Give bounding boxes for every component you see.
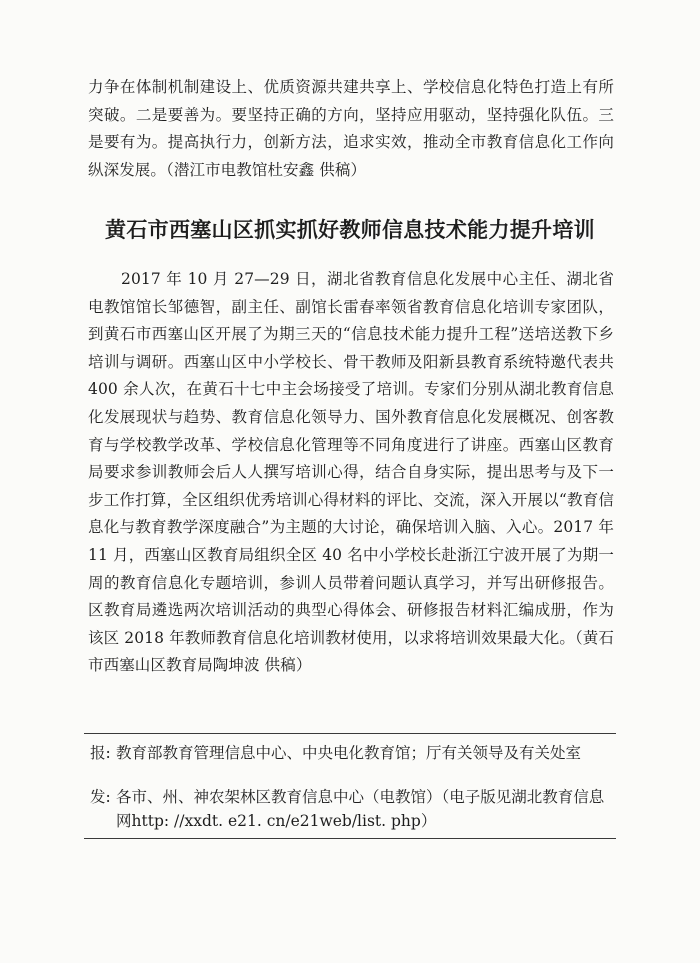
divider-bottom: [84, 838, 616, 839]
send-label: 发:: [90, 788, 111, 806]
article-title: 黄石市西塞山区抓实抓好教师信息技术能力提升培训: [105, 217, 595, 242]
report-label: 报:: [90, 744, 111, 762]
divider-top: [84, 733, 616, 734]
intro-paragraph: 力争在体制机制建设上、优质资源共建共享上、学校信息化特色打造上有所突破。二是要善为。要坚持正确的方向，坚持应用驱动，坚持强化队伍。三是要有为。提高执行力，创新方法，追求实效，推动全市教育信息化工作向纵深发展。（潜江市电教馆杜安鑫 供稿）: [88, 78, 614, 179]
article-body: 2017 年 10 月 27—29 日，湖北省教育信息化发展中心主任、湖北省电教馆馆长邹德智，副主任、副馆长雷春率领省教育信息化培训专家团队，到黄石市西塞山区开展了为期三天的“信息技术能力提升工程”送培送教下乡培训与调研。西塞山区中小学校长、骨干教师及阳新县教育系统特邀代表共 400 余人次，在黄石十七中主会场接受了培训。专家们分别从湖北教育信息化发展现状与趋势、教育信息化领导力、国外教育信息化发展概况、创客教育与学校教学改革、学校信息化管理等不同角度进行了讲座。西塞山区教育局要求参训教师会后人人撰写培训心得，结合自身实际，提出思考与及下一步工作打算，全区组织优秀培训心得材料的评比、交流，深入开展以“教育信息化与教育教学深度融合”为主题的大讨论，确保培训入脑、入心。2017 年 11 月，西塞山区教育局组织全区 40 名中小学校长赴浙江宁波开展了为期一周的教育信息化专题培训，参训人员带着问题认真学习，并写出研修报告。区教育局遴选两次培训活动的典型心得体会、研修报告材料汇编成册，作为该区 2018 年教师教育信息化培训教材使用，以求将培训效果最大化。（黄石市西塞山区教育局陶坤波 供稿）: [88, 270, 614, 675]
send-to-row: [90, 785, 610, 833]
report-recipients: 教育部教育管理信息中心、中央电化教育馆；厅有关领导及有关处室: [116, 744, 582, 762]
send-recipients: 各市、州、神农架林区教育信息中心（电教馆）（电子版见湖北教育信息网http: //xxdt. e21. cn/e21web/list. php）: [116, 788, 605, 830]
report-to-row: [90, 741, 610, 765]
